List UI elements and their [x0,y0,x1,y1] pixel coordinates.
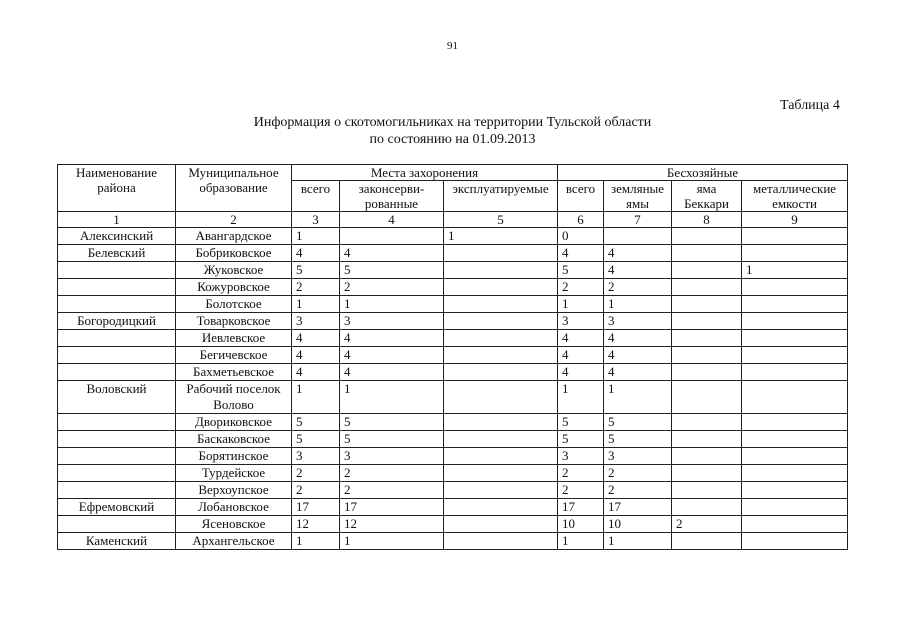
operated-cell [444,448,558,465]
ownerless-total-cell: 4 [558,364,604,381]
conserved-cell: 4 [340,330,444,347]
district-cell: Богородицкий [58,313,176,330]
district-cell: Белевский [58,245,176,262]
earth-pits-cell: 4 [604,347,672,364]
table-row [58,465,848,482]
header-conserved: законсерви-рованные [340,181,444,212]
earth-pits-cell: 4 [604,262,672,279]
municipality-cell: Товарковское [176,313,292,330]
column-number: 4 [340,212,444,228]
metal-tanks-cell [742,414,848,431]
column-number: 3 [292,212,340,228]
metal-tanks-cell [742,448,848,465]
burial-total-cell: 4 [292,330,340,347]
beccari-pits-cell [672,245,742,262]
conserved-cell: 1 [340,381,444,414]
ownerless-total-cell: 1 [558,296,604,313]
district-cell [58,516,176,533]
header-row-1 [58,165,848,181]
metal-tanks-cell [742,465,848,482]
header-ownerless: Бесхозяйные [558,165,848,181]
table-row [58,347,848,364]
beccari-pits-cell [672,330,742,347]
ownerless-total-cell: 4 [558,245,604,262]
conserved-cell: 2 [340,279,444,296]
municipality-cell: Лобановское [176,499,292,516]
earth-pits-cell: 5 [604,414,672,431]
burial-total-cell: 3 [292,448,340,465]
burial-total-cell: 1 [292,381,340,414]
ownerless-total-cell: 1 [558,381,604,414]
ownerless-total-cell: 17 [558,499,604,516]
earth-pits-cell: 4 [604,364,672,381]
table-row [58,482,848,499]
burial-total-cell: 5 [292,431,340,448]
header-beccari-pits: яма Беккари [672,181,742,212]
beccari-pits-cell [672,262,742,279]
district-cell [58,296,176,313]
metal-tanks-cell [742,313,848,330]
ownerless-total-cell: 1 [558,533,604,550]
operated-cell [444,364,558,381]
table-row [58,414,848,431]
metal-tanks-cell [742,499,848,516]
operated-cell [444,245,558,262]
metal-tanks-cell [742,381,848,414]
ownerless-total-cell: 0 [558,228,604,245]
beccari-pits-cell [672,381,742,414]
table-row [58,228,848,245]
column-number: 2 [176,212,292,228]
earth-pits-cell: 2 [604,465,672,482]
earth-pits-cell: 5 [604,431,672,448]
metal-tanks-cell [742,228,848,245]
beccari-pits-cell [672,313,742,330]
municipality-cell: Ясеновское [176,516,292,533]
conserved-cell: 17 [340,499,444,516]
operated-cell [444,313,558,330]
burial-total-cell: 1 [292,533,340,550]
earth-pits-cell: 4 [604,330,672,347]
table-row [58,499,848,516]
beccari-pits-cell [672,448,742,465]
conserved-cell: 4 [340,364,444,381]
metal-tanks-cell [742,516,848,533]
header-earth-pits: земляные ямы [604,181,672,212]
operated-cell: 1 [444,228,558,245]
conserved-cell: 5 [340,262,444,279]
earth-pits-cell: 3 [604,448,672,465]
operated-cell [444,482,558,499]
district-cell: Каменский [58,533,176,550]
burial-total-cell: 4 [292,347,340,364]
table-label: Таблица 4 [780,98,840,113]
district-cell [58,465,176,482]
ownerless-total-cell: 4 [558,347,604,364]
metal-tanks-cell [742,279,848,296]
conserved-cell: 12 [340,516,444,533]
metal-tanks-cell [742,482,848,499]
table-row [58,516,848,533]
table-row [58,330,848,347]
table-row [58,448,848,465]
beccari-pits-cell [672,296,742,313]
metal-tanks-cell [742,364,848,381]
table-row [58,381,848,414]
table-row [58,245,848,262]
earth-pits-cell: 17 [604,499,672,516]
operated-cell [444,262,558,279]
table-row [58,262,848,279]
municipality-cell: Борятинское [176,448,292,465]
header-total-ownerless: всего [558,181,604,212]
conserved-cell: 5 [340,431,444,448]
district-cell [58,347,176,364]
district-cell [58,364,176,381]
district-cell [58,482,176,499]
beccari-pits-cell [672,533,742,550]
beccari-pits-cell [672,431,742,448]
burial-total-cell: 12 [292,516,340,533]
column-number: 9 [742,212,848,228]
conserved-cell: 3 [340,448,444,465]
burial-total-cell: 2 [292,279,340,296]
operated-cell [444,516,558,533]
burial-total-cell: 5 [292,414,340,431]
earth-pits-cell: 2 [604,279,672,296]
beccari-pits-cell [672,347,742,364]
conserved-cell: 2 [340,465,444,482]
conserved-cell: 2 [340,482,444,499]
metal-tanks-cell [742,296,848,313]
burial-total-cell: 2 [292,482,340,499]
district-cell: Ефремовский [58,499,176,516]
earth-pits-cell: 10 [604,516,672,533]
operated-cell [444,296,558,313]
burial-total-cell: 4 [292,364,340,381]
operated-cell [444,381,558,414]
operated-cell [444,533,558,550]
ownerless-total-cell: 2 [558,279,604,296]
earth-pits-cell: 3 [604,313,672,330]
conserved-cell: 3 [340,313,444,330]
municipality-cell: Бобриковское [176,245,292,262]
burial-sites-table [57,164,848,550]
conserved-cell: 1 [340,296,444,313]
table-row [58,296,848,313]
column-number: 6 [558,212,604,228]
operated-cell [444,499,558,516]
column-number: 7 [604,212,672,228]
table-row [58,279,848,296]
header-district: Наименование района [58,165,176,212]
burial-total-cell: 2 [292,465,340,482]
header-metal-tanks: металлические емкости [742,181,848,212]
district-cell [58,330,176,347]
header-operated: эксплуатируемые [444,181,558,212]
operated-cell [444,347,558,364]
municipality-cell: Иевлевское [176,330,292,347]
municipality-cell: Архангельское [176,533,292,550]
district-cell [58,262,176,279]
header-burial-places: Места захоронения [292,165,558,181]
table-body [58,228,848,550]
earth-pits-cell: 4 [604,245,672,262]
metal-tanks-cell: 1 [742,262,848,279]
ownerless-total-cell: 5 [558,262,604,279]
ownerless-total-cell: 2 [558,465,604,482]
beccari-pits-cell [672,482,742,499]
operated-cell [444,279,558,296]
header-municipality: Муниципальное образование [176,165,292,212]
burial-total-cell: 17 [292,499,340,516]
burial-total-cell: 5 [292,262,340,279]
municipality-cell: Болотское [176,296,292,313]
burial-total-cell: 1 [292,296,340,313]
metal-tanks-cell [742,245,848,262]
earth-pits-cell: 1 [604,296,672,313]
earth-pits-cell: 1 [604,381,672,414]
municipality-cell: Верхоупское [176,482,292,499]
column-number: 1 [58,212,176,228]
table-row [58,313,848,330]
earth-pits-cell: 2 [604,482,672,499]
ownerless-total-cell: 3 [558,448,604,465]
document-title [0,114,905,148]
metal-tanks-cell [742,431,848,448]
operated-cell [444,330,558,347]
conserved-cell: 5 [340,414,444,431]
municipality-cell: Бахметьевское [176,364,292,381]
metal-tanks-cell [742,533,848,550]
municipality-cell: Кожуровское [176,279,292,296]
beccari-pits-cell [672,414,742,431]
column-number: 8 [672,212,742,228]
conserved-cell: 4 [340,245,444,262]
district-cell [58,431,176,448]
conserved-cell: 4 [340,347,444,364]
title-line-2: по состоянию на 01.09.2013 [369,132,536,147]
beccari-pits-cell: 2 [672,516,742,533]
table-row [58,533,848,550]
municipality-cell: Жуковское [176,262,292,279]
header-total: всего [292,181,340,212]
operated-cell [444,414,558,431]
earth-pits-cell: 1 [604,533,672,550]
metal-tanks-cell [742,330,848,347]
municipality-cell: Бегичевское [176,347,292,364]
burial-total-cell: 3 [292,313,340,330]
operated-cell [444,465,558,482]
district-cell [58,279,176,296]
beccari-pits-cell [672,228,742,245]
column-number: 5 [444,212,558,228]
table-row [58,431,848,448]
municipality-cell: Рабочий поселок Волово [176,381,292,414]
district-cell [58,448,176,465]
ownerless-total-cell: 4 [558,330,604,347]
title-line-1: Информация о скотомогильниках на территории Тульской области [253,115,652,130]
beccari-pits-cell [672,465,742,482]
metal-tanks-cell [742,347,848,364]
ownerless-total-cell: 5 [558,414,604,431]
burial-total-cell: 1 [292,228,340,245]
municipality-cell: Баскаковское [176,431,292,448]
column-number-row [58,212,848,228]
district-cell: Воловский [58,381,176,414]
beccari-pits-cell [672,499,742,516]
beccari-pits-cell [672,279,742,296]
conserved-cell [340,228,444,245]
earth-pits-cell [604,228,672,245]
district-cell: Алексинский [58,228,176,245]
table-row [58,364,848,381]
page-number: 91 [447,40,458,52]
municipality-cell: Авангардское [176,228,292,245]
ownerless-total-cell: 3 [558,313,604,330]
ownerless-total-cell: 5 [558,431,604,448]
burial-total-cell: 4 [292,245,340,262]
municipality-cell: Турдейское [176,465,292,482]
conserved-cell: 1 [340,533,444,550]
district-cell [58,414,176,431]
operated-cell [444,431,558,448]
ownerless-total-cell: 2 [558,482,604,499]
municipality-cell: Двориковское [176,414,292,431]
beccari-pits-cell [672,364,742,381]
ownerless-total-cell: 10 [558,516,604,533]
